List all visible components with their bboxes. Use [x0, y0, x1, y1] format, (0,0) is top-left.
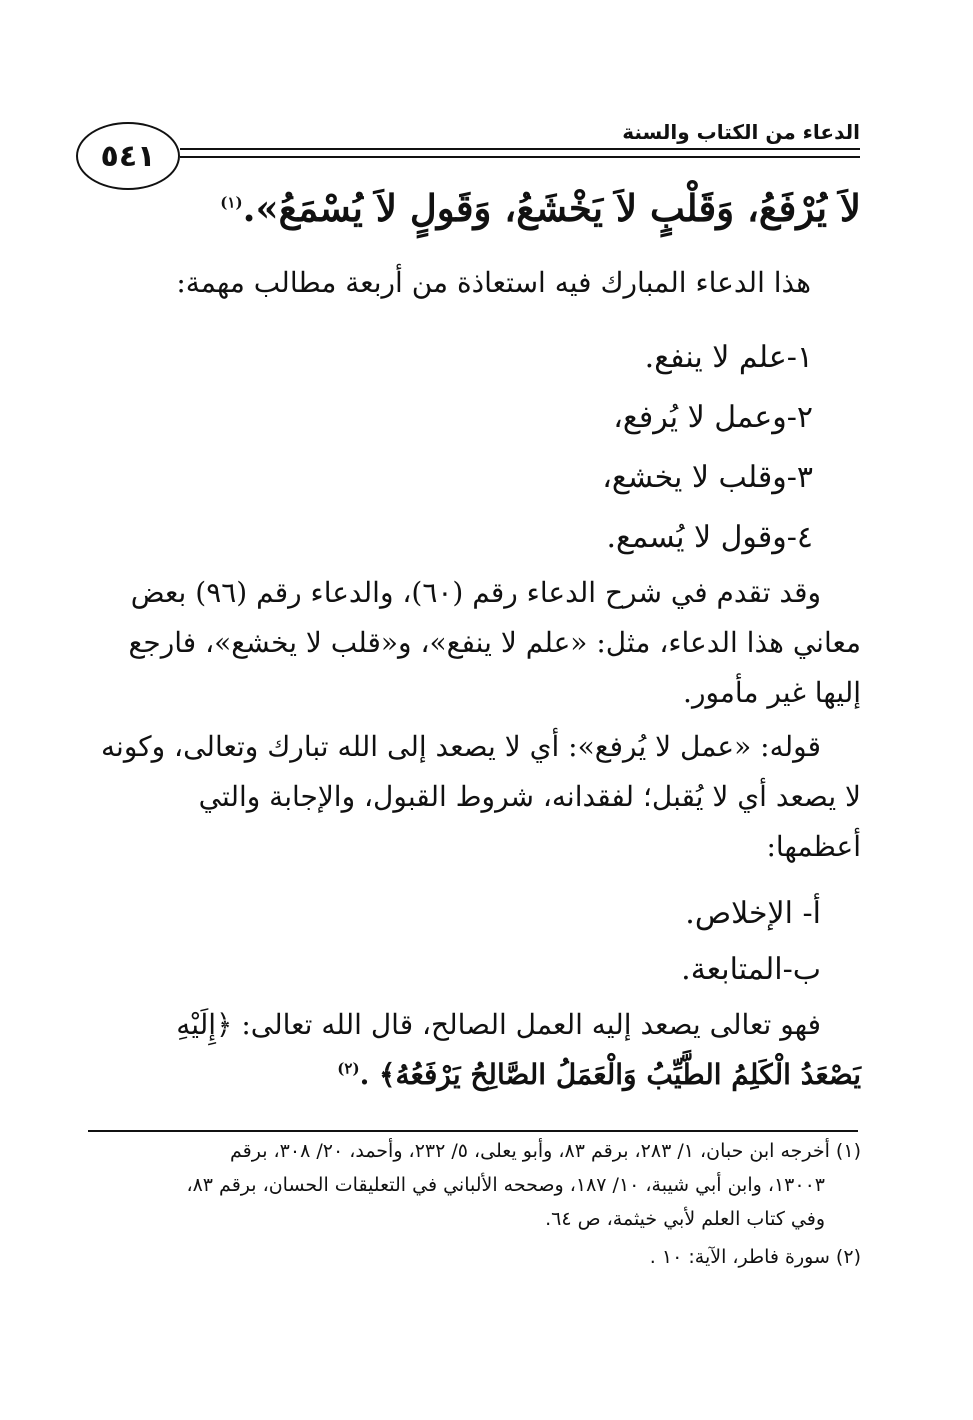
- footnote-ref-2: (٢): [337, 1059, 360, 1078]
- verse-text: يَصْعَدُ الْكَلِمُ الطَّيِّبُ وَالْعَمَلُ الصَّالِحُ يَرْفَعُهُ﴾ .: [359, 1058, 861, 1091]
- footnote-line: (١) أخرجه ابن حبان، ١/ ٢٨٣، برقم ٨٣، وأبو يعلى، ٥/ ٢٣٢، وأحمد، ٢٠/ ٣٠٨، برقم: [230, 1140, 861, 1162]
- paragraph-line: لا يصعد أي لا يُقبل؛ لفقدانه، شروط القبول، والإجابة والتي: [198, 780, 861, 813]
- page-number: ٥٤١: [76, 122, 180, 190]
- paragraph-line: قوله: «عمل لا يُرفع»: أي لا يصعد إلى الله تبارك وتعالى، وكونه: [101, 730, 821, 763]
- condition-item: ب-المتابعة.: [681, 952, 821, 987]
- paragraph-line: وقد تقدم في شرح الدعاء رقم (٦٠)، والدعاء رقم (٩٦) بعض: [130, 576, 821, 609]
- list-item: ٤-وقول لا يُسمع.: [606, 520, 813, 555]
- list-item: ٢-وعمل لا يُرفع،: [613, 400, 813, 435]
- paragraph-line: فهو تعالى يصعد إليه العمل الصالح، قال الله تعالى: ﴿إِلَيْهِ: [176, 1008, 821, 1041]
- running-title: الدعاء من الكتاب والسنة: [622, 120, 860, 144]
- paragraph-line: معاني هذا الدعاء، مثل: «علم لا ينفع»، و«قلب لا يخشع»، فارجع: [128, 626, 861, 659]
- footnotes: [101, 0, 861, 1420]
- hadith-text: لاَ يُرْفَعُ، وَقَلْبٍ لاَ يَخْشَعُ، وَقَولٍ لاَ يُسْمَعُ».: [242, 186, 861, 230]
- footnote-line: وفي كتاب العلم لأبي خيثمة، ص ٦٤.: [545, 1208, 825, 1230]
- footnote-line: ١٣٠٠٣، وابن أبي شيبة، ١٠/ ١٨٧، وصححه الألباني في التعليقات الحسان، برقم ٨٣،: [186, 1174, 825, 1196]
- list-item: ١-علم لا ينفع.: [644, 340, 813, 375]
- paragraph-line: إليها غير مأمور.: [683, 676, 861, 709]
- condition-item: أ- الإخلاص.: [685, 896, 821, 931]
- footnote-line: (٢) سورة فاطر، الآية: ١٠ .: [649, 1246, 861, 1268]
- paragraph-line: أعظمها:: [766, 830, 861, 863]
- intro-text: هذا الدعاء المبارك فيه استعاذة من أربعة مطالب مهمة:: [176, 266, 811, 299]
- list-item: ٣-وقلب لا يخشع،: [602, 460, 813, 495]
- footnote-ref-1: (١): [220, 193, 243, 212]
